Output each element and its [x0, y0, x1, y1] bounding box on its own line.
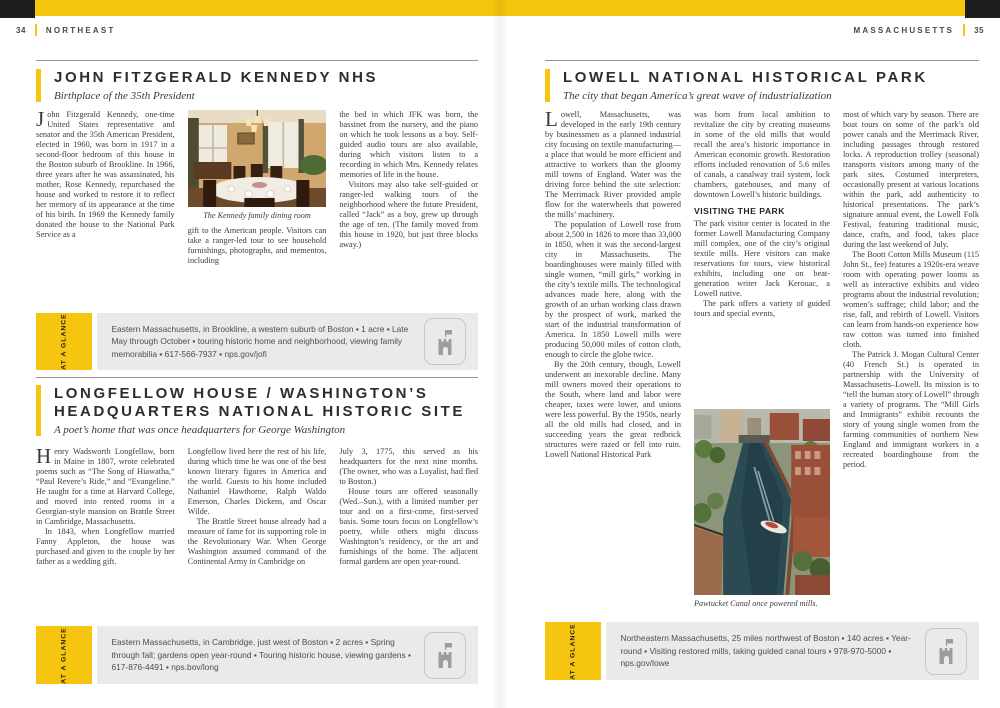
- longfellow-paragraph: In 1843, when Longfellow married Fanny Appleton, the house was purchased and given to the couple by her father as a wedding gift.: [36, 527, 175, 566]
- jfk-columns: [36, 110, 478, 308]
- at-a-glance-tab: [36, 313, 92, 370]
- lowell-paragraph: The park offers a variety of guided tours and special events,: [694, 299, 830, 318]
- longfellow-paragraph: Longfellow lived here the rest of his life, during which time he was one of the best known literary figures in America and the world. Guests to his home included Nathaniel Hawthorne, Ralph Waldo Emerson, Charles Dickens, and Oscar Wilde.: [187, 447, 327, 516]
- jfk-column-1: [36, 110, 175, 308]
- jfk-photo-caption: The Kennedy family dining room: [203, 211, 311, 220]
- corner-block-left: [0, 0, 35, 18]
- page-right: [545, 0, 979, 708]
- longfellow-column-3: [339, 447, 478, 621]
- castle-icon: [424, 318, 466, 365]
- at-a-glance-label: AT A GLANCE: [569, 622, 577, 680]
- visiting-the-park-heading: VISITING THE PARK: [694, 206, 785, 216]
- lowell-paragraph: By the 20th century, though, Lowell underwent an inexorable decline. Many mill owners moved their operations to the South, where land and labor were cheaper, taxes were lower, and unions were less powerful. By the 1950s, nearly all the old mills had closed, and in succeeding years the great redbrick structures were razed or fell into ruin. Lowell National Historical Park: [545, 360, 681, 459]
- dropcap: L: [545, 110, 558, 131]
- article-rule: [36, 60, 478, 61]
- lowell-photo-caption: Pawtucket Canal once powered mills.: [694, 599, 818, 608]
- section-label-left: NORTHEAST: [45, 25, 116, 35]
- at-a-glance-tab: [36, 626, 92, 684]
- longfellow-paragraph: July 3, 1775, this served as his headquarters for the next nine months. (The owner, who was a Loyalist, had fled to Boston.): [339, 447, 478, 486]
- lowell-glance-box: [545, 622, 979, 680]
- lowell-paragraph: The park visitor center is located in the former Lowell Manufacturing Company mill complex, one of the city’s original textile mills. Here visitors can make reservations for tours, view historical exhibits, including one on beat-generation writer Jack Kerouac, a Lowell native.: [694, 219, 830, 298]
- at-a-glance-label: AT A GLANCE: [60, 626, 68, 684]
- article-rule: [36, 377, 478, 378]
- lowell-paragraph: The population of Lowell rose from about 2,500 in 1826 to more than 33,000 in 1850, when it was the second-largest city in Massachusetts. The boardinghouses were mainly filled with single women, “mill girls,” working in the city’s textile mills. The technological advances made here, along with the growth of an urban working class drawn by the prospect of work, marked the start of the industrial transformation of America. In 1850 Lowell mills were producing 50,000 miles of cotton cloth, enough to circle the globe twice.: [545, 220, 681, 359]
- jfk-title: JOHN FITZGERALD KENNEDY NHS: [54, 69, 379, 86]
- longfellow-article-header: [36, 385, 478, 436]
- page-left: [36, 0, 478, 708]
- jfk-paragraph: gift to the American people. Visitors can take a ranger-led tour to see household furnishings, photographs, and mementos, including: [187, 226, 327, 265]
- at-a-glance-label: AT A GLANCE: [60, 313, 68, 370]
- kennedy-dining-room-photo: [188, 110, 327, 207]
- dropcap: J: [36, 110, 45, 131]
- accent-bar: [545, 69, 550, 102]
- longfellow-subtitle: A poet’s home that was once headquarters for George Washington: [54, 424, 346, 436]
- jfk-paragraph: the bed in which JFK was born, the bassinet from the nursery, and the piano on which he took lessons as a boy. Self-guided audio tours are also available, during which visitors listen to a recording in which Mrs. Kennedy relates memories of life in the house.: [339, 110, 478, 179]
- jfk-glance-box: [36, 313, 478, 370]
- at-a-glance-tab: [545, 622, 601, 680]
- lowell-paragraph: The Boott Cotton Mills Museum (115 John St., fee) features a 1920s-era weave room with operating power looms as well as interactive exhibits and video programs about the industrial revolution; women’s suffrage; child labor; and the rise, fall, and rebirth of Lowell. Visitors can learn from hands-on experience how raw cotton was turned into finished cloth.: [843, 250, 979, 349]
- dropcap: H: [36, 447, 52, 468]
- longfellow-glance-text: Eastern Massachusetts, in Cambridge, just west of Boston ▪ 2 acres ▪ Spring through fall; gardens open year-round ▪ Touring historic house, viewing gardens ▪ 617-876-4491 ▪ nps.bov/long: [97, 626, 424, 684]
- page-number-right: 35: [974, 25, 984, 35]
- section-label-right: MASSACHUSETTS: [853, 25, 955, 35]
- jfk-paragraph: John Fitzgerald Kennedy, one-time United States representative and senator and the 35th American President, elected in 1960, was born in 1917 in a second-floor bedroom of this house in the Boston suburb of Brookline. In 1966, three years after he was assassinated, his mother, Rose Kennedy, repurchased the house and worked to restore it to reflect her memory of its appearance at the time of his birth. In 1969 the Kennedy family donated the house to the National Park Service as a: [36, 110, 175, 239]
- longfellow-columns: [36, 447, 478, 621]
- lowell-article-header: [545, 69, 979, 102]
- jfk-paragraph: Visitors may also take self-guided or ranger-led walking tours of the neighborhood where the future President, called “Jack” as a boy, grew up through the age of ten. (The family moved from this house in 1920, but just three blocks away.): [339, 180, 478, 249]
- longfellow-glance-box: [36, 626, 478, 684]
- lowell-column-3: [843, 110, 979, 614]
- longfellow-paragraph: House tours are offered seasonally (Wed.–Sun.), with a limited number per tour and on a first-come, first-served basis. Some tours focus on Longfellow’s poetry, while others might discuss Washington’s residency, or the art and furnishings of the home. The adjacent formal gardens are open year-round.: [339, 487, 478, 566]
- longfellow-title-line1: LONGFELLOW HOUSE / WASHINGTON’S: [54, 385, 429, 402]
- castle-icon: [925, 628, 967, 675]
- castle-icon: [424, 632, 466, 679]
- lowell-subtitle: The city that began America’s great wave of industrialization: [563, 90, 832, 102]
- lowell-paragraph: most of which vary by season. There are boat tours on some of the park’s old power canals and the Merrimack River, including passages through restored locks. A reproduction trolley (seasonal) transports visitors among many of the park sites. Costumed interpreters, occasionally present at various locations within the park, add authenticity to historical presentations. The park’s signature annual event, the Lowell Folk Festival, featuring traditional music, dance, crafts, and food, takes place during the last weekend of July.: [843, 110, 979, 249]
- lowell-paragraph: Lowell, Massachusetts, was developed in the early 19th century by businessmen as a planned industrial city focusing on textile manufacturing—a place that would be more efficient and attractive to workers than the gloomy mill towns of England. Water was the driving force behind the site selection: The Merrimack River provided ample flow for the waterwheels that powered the mills’ machinery.: [545, 110, 681, 219]
- lowell-paragraph: was born from local ambition to revitalize the city by creating museums in some of the old mills that would recall the area’s historic importance in American economic growth. Restoration efforts included renovation of 5.6 miles of canals, a canalway trail system, lock chambers, gatehouses, and many of downtown Lowell’s historic buildings.: [694, 110, 830, 199]
- lowell-column-1: [545, 110, 681, 614]
- article-rule: [545, 60, 979, 61]
- longfellow-column-1: [36, 447, 175, 621]
- lowell-paragraph: The Patrick J. Mogan Cultural Center (40 French St.) is operated in partnership with the University of Massachusetts–Lowell. Its mission is to “tell the human story of Lowell” through a variety of programs. The “Mill Girls and Immigrants” exhibit recounts the story of young single women from the farming communities of northern New England and immigrant workers in a recreated boardinghouse from the period.: [843, 350, 979, 469]
- accent-bar: [36, 69, 41, 102]
- page-number-left: 34: [16, 25, 26, 35]
- longfellow-paragraph: Henry Wadsworth Longfellow, born in Maine in 1807, wrote celebrated poems such as “The Song of Hiawatha,” “Paul Revere’s Ride,” and “Evangeline.” He taught for a time at Harvard College, and moved into rented rooms in a Georgian-style mansion on Brattle Street in Cambridge, Massachusetts.: [36, 447, 175, 526]
- page-gutter: [492, 0, 508, 708]
- jfk-subtitle: Birthplace of the 35th President: [54, 90, 195, 102]
- jfk-glance-text: Eastern Massachusetts, in Brookline, a western suburb of Boston ▪ 1 acre ▪ Late May through October ▪ touring historic home and neighborhood, viewing family memorabilia ▪ 617-566-7937 ▪ nps.gov/jofi: [97, 313, 424, 370]
- lowell-columns: [545, 110, 979, 614]
- lowell-column-2: [694, 110, 830, 614]
- jfk-column-2: [188, 110, 327, 308]
- pawtucket-canal-photo: [694, 409, 830, 595]
- lowell-title: LOWELL NATIONAL HISTORICAL PARK: [563, 69, 928, 86]
- jfk-column-3: [339, 110, 478, 308]
- longfellow-column-2: [188, 447, 327, 621]
- lowell-glance-text: Northeastern Massachusetts, 25 miles northwest of Boston ▪ 140 acres ▪ Year-round ▪ Visiting restored mills, taking guided canal tours ▪ 978-970-5000 ▪ nps.gov/lowe: [606, 622, 925, 680]
- jfk-article-header: [36, 69, 478, 102]
- longfellow-paragraph: The Brattle Street house already had a measure of fame for its supporting role in the Revolutionary War. When George Washington assumed command of the Continental Army in Cambridge on: [187, 517, 327, 566]
- accent-bar: [36, 385, 41, 436]
- longfellow-title-line2: HEADQUARTERS NATIONAL HISTORIC SITE: [54, 403, 466, 420]
